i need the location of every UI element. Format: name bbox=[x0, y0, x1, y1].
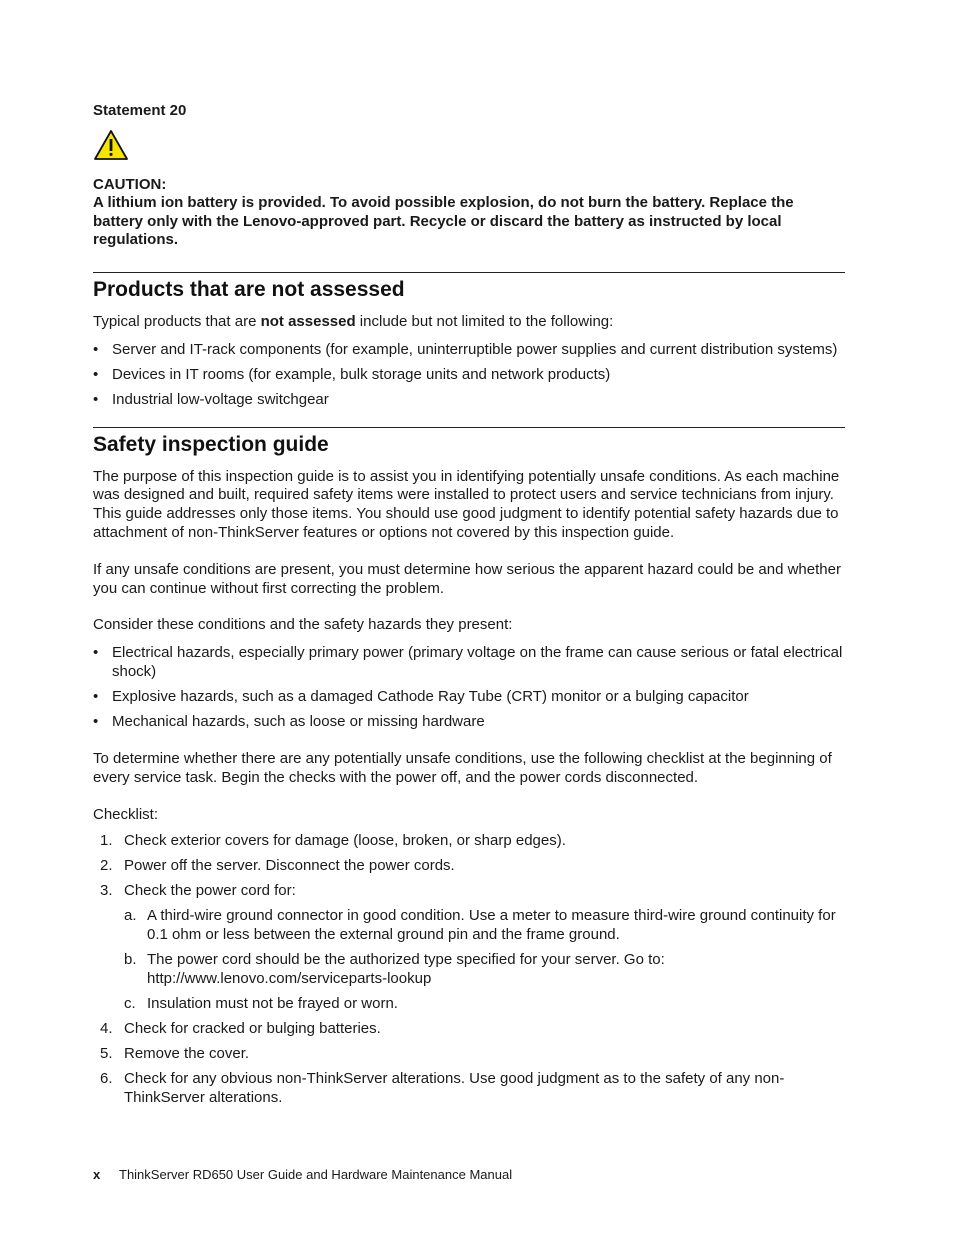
inspection-paragraph: If any unsafe conditions are present, you must determine how serious the apparent hazard could be and whether you can continue without first correcting the problem. bbox=[93, 561, 841, 598]
checklist-substeps bbox=[124, 906, 845, 1013]
substep-letter: b. bbox=[124, 951, 137, 969]
checklist-label: Checklist: bbox=[93, 806, 159, 824]
checklist-substep bbox=[124, 950, 845, 988]
section-divider bbox=[93, 427, 845, 428]
caution-text: A lithium ion battery is provided. To avoid possible explosion, do not burn the battery. Replace the battery only with the Lenovo-approved part. Recycle or discard the battery as instructed by local regulations. bbox=[93, 194, 794, 248]
step-text: Check exterior covers for damage (loose, broken, or sharp edges). bbox=[124, 832, 566, 850]
checklist-step bbox=[93, 1069, 845, 1107]
inspection-paragraph: To determine whether there are any potentially unsafe conditions, use the following checklist at the beginning of every service task. Begin the checks with the power off, and the power cords disconnected. bbox=[93, 750, 832, 787]
section-heading-not-assessed: Products that are not assessed bbox=[93, 277, 405, 301]
checklist-substep bbox=[124, 906, 845, 944]
step-number: 3. bbox=[100, 882, 113, 900]
inspection-paragraph: Consider these conditions and the safety hazards they present: bbox=[93, 616, 513, 634]
checklist bbox=[93, 831, 845, 1107]
list-item: • Electrical hazards, especially primary power (primary voltage on the frame can cause serious or fatal electrical shock) bbox=[93, 643, 845, 681]
step-number: 4. bbox=[100, 1020, 113, 1038]
list-item: • Industrial low-voltage switchgear bbox=[93, 390, 845, 409]
substep-text: The power cord should be the authorized type specified for your server. Go to: http://www.lenovo.com/serviceparts-lookup bbox=[147, 951, 665, 988]
inspection-paragraph: The purpose of this inspection guide is to assist you in identifying potentially unsafe conditions. As each machine was designed and built, required safety items were installed to protect users and service technicians from injury. This guide addresses only those items. You should use good judgment to identify potential safety hazards due to attachment of non-ThinkServer features or options not covered by this inspection guide. bbox=[93, 467, 840, 541]
step-text: Check the power cord for: bbox=[124, 882, 296, 900]
step-text: Remove the cover. bbox=[124, 1045, 250, 1063]
intro-post: include but not limited to the following: bbox=[355, 312, 614, 330]
step-number: 2. bbox=[100, 857, 113, 875]
step-number: 6. bbox=[100, 1070, 113, 1088]
step-text: Power off the server. Disconnect the power cords. bbox=[124, 857, 455, 875]
substep-text: Insulation must not be frayed or worn. bbox=[147, 995, 398, 1013]
caution-label: CAUTION: bbox=[93, 176, 167, 193]
list-item: • Mechanical hazards, such as loose or missing hardware bbox=[93, 712, 845, 731]
checklist-step bbox=[93, 831, 845, 850]
footer-title: ThinkServer RD650 User Guide and Hardware Maintenance Manual bbox=[119, 1167, 513, 1182]
substep-letter: c. bbox=[124, 995, 136, 1013]
substep-letter: a. bbox=[124, 907, 137, 925]
statement-title: Statement 20 bbox=[93, 102, 187, 119]
not-assessed-intro bbox=[93, 312, 845, 331]
list-item: • Devices in IT rooms (for example, bulk storage units and network products) bbox=[93, 365, 845, 384]
substep-text: A third-wire ground connector in good condition. Use a meter to measure third-wire ground continuity for 0.1 ohm or less between the external ground pin and the frame ground. bbox=[147, 907, 836, 944]
page-content bbox=[93, 100, 845, 1113]
section-divider bbox=[93, 272, 845, 273]
hazard-list bbox=[93, 643, 845, 731]
checklist-step bbox=[93, 1019, 845, 1038]
list-item: • Explosive hazards, such as a damaged Cathode Ray Tube (CRT) monitor or a bulging capacitor bbox=[93, 687, 845, 706]
section-heading-inspection: Safety inspection guide bbox=[93, 432, 329, 456]
checklist-substep bbox=[124, 994, 845, 1013]
not-assessed-list bbox=[93, 340, 845, 409]
intro-pre: Typical products that are bbox=[93, 312, 261, 330]
checklist-step bbox=[93, 881, 845, 1013]
list-item: • Server and IT-rack components (for example, uninterruptible power supplies and current distribution systems) bbox=[93, 340, 845, 359]
step-number: 5. bbox=[100, 1045, 113, 1063]
step-number: 1. bbox=[100, 832, 113, 850]
intro-bold: not assessed bbox=[260, 312, 356, 330]
checklist-step bbox=[93, 856, 845, 875]
warning-triangle-icon bbox=[93, 129, 129, 161]
step-text: Check for any obvious non-ThinkServer alterations. Use good judgment as to the safety of any non-ThinkServer alterations. bbox=[124, 1070, 785, 1107]
page-footer bbox=[93, 1166, 512, 1184]
checklist-step bbox=[93, 1044, 845, 1063]
step-text: Check for cracked or bulging batteries. bbox=[124, 1020, 381, 1038]
page-number: x bbox=[93, 1167, 101, 1182]
